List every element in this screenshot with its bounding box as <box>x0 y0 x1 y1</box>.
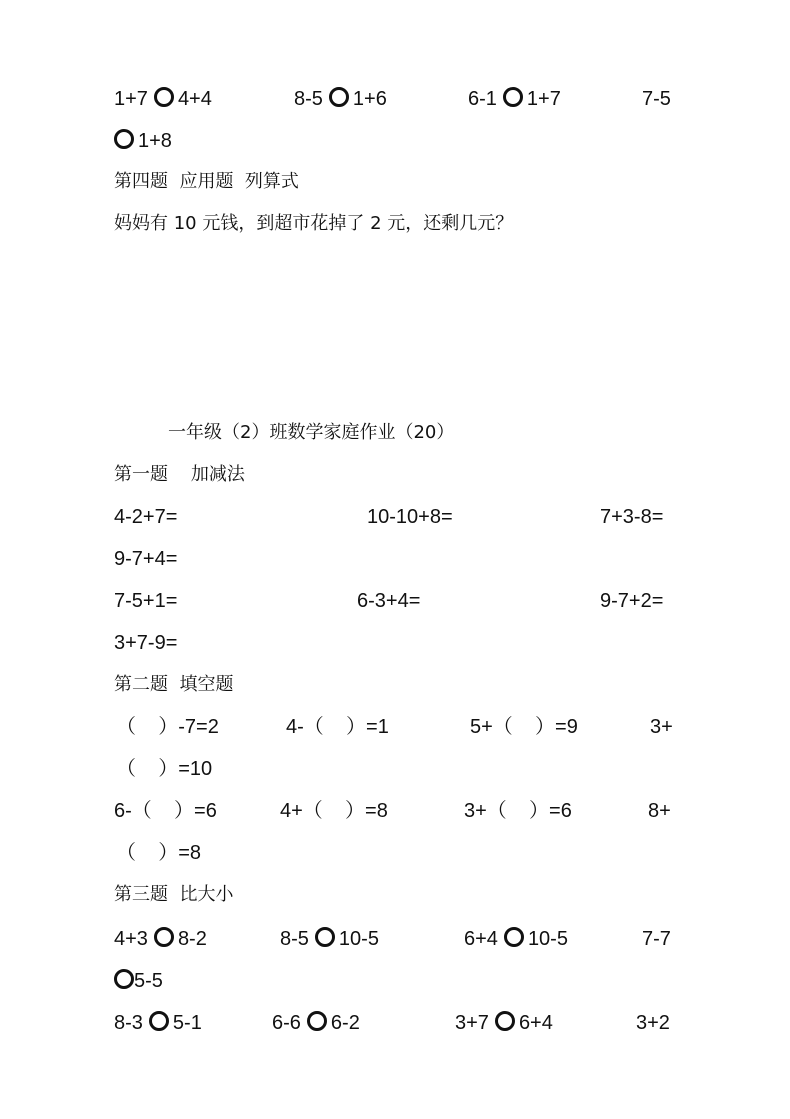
equation-row <box>0 544 790 574</box>
fill-blank-item[interactable]: 3+（ ）=6 <box>464 800 572 822</box>
compare-circle-icon[interactable] <box>114 129 134 149</box>
compare-item: 8-5 1+6 <box>294 88 387 110</box>
compare-circle-icon[interactable] <box>329 87 349 107</box>
equation-row <box>0 586 790 616</box>
fill-blank-item[interactable]: 4+（ ）=8 <box>280 800 388 822</box>
page-title <box>0 418 790 448</box>
equation-item: 7+3-8= <box>600 506 664 528</box>
section-heading <box>0 460 790 490</box>
compare-item: 1+7 4+4 <box>114 88 212 110</box>
compare-circle-icon[interactable] <box>504 927 524 947</box>
compare-row <box>0 84 790 114</box>
equation-item: 6-3+4= <box>357 590 421 612</box>
heading-q1: 第一题 加减法 <box>114 464 245 485</box>
word-problem-text: 妈妈有 10 元钱，到超市花掉了 2 元，还剩几元？ <box>114 213 514 234</box>
section-heading <box>0 167 790 197</box>
compare-row <box>0 1008 790 1038</box>
compare-item: 8-5 10-5 <box>280 928 379 950</box>
fill-blank-item[interactable]: 6-（ ）=6 <box>114 800 217 822</box>
fill-blank-row <box>0 754 790 784</box>
compare-item: 6-6 6-2 <box>272 1012 360 1034</box>
fill-blank-item[interactable]: （ ）=10 <box>116 758 213 780</box>
compare-item: 3+7 6+4 <box>455 1012 553 1034</box>
compare-item: 6-1 1+7 <box>468 88 561 110</box>
compare-circle-icon[interactable] <box>315 927 335 947</box>
compare-item: 1+8 <box>114 126 172 156</box>
fill-blank-row <box>0 712 790 742</box>
compare-circle-icon[interactable] <box>154 87 174 107</box>
heading-q4: 第四题 应用题 列算式 <box>114 171 299 192</box>
section-heading <box>0 880 790 910</box>
fill-blank-row <box>0 838 790 868</box>
compare-circle-icon[interactable] <box>154 927 174 947</box>
equation-item: 4-2+7= <box>114 506 178 528</box>
compare-item: 6+4 10-5 <box>464 928 568 950</box>
fill-blank-item[interactable]: 3+ <box>650 716 673 738</box>
equation-row <box>0 628 790 658</box>
compare-item: 8-3 5-1 <box>114 1012 202 1034</box>
fill-blank-row <box>0 796 790 826</box>
fill-blank-item[interactable]: 5+（ ）=9 <box>470 716 578 738</box>
compare-row-continued <box>0 126 790 156</box>
compare-item: 7-5 <box>642 88 671 110</box>
equation-item: 9-7+2= <box>600 590 664 612</box>
compare-item: 4+3 8-2 <box>114 928 207 950</box>
homework-title: 一年级（2）班数学家庭作业（20） <box>168 422 455 443</box>
word-problem <box>0 209 790 239</box>
equation-item: 7-5+1= <box>114 590 178 612</box>
heading-q2: 第二题 填空题 <box>114 674 234 695</box>
compare-circle-icon[interactable] <box>149 1011 169 1031</box>
fill-blank-item[interactable]: 8+ <box>648 800 671 822</box>
compare-item: 7-7 <box>642 928 671 950</box>
compare-item: 5-5 <box>114 966 163 996</box>
compare-circle-icon[interactable] <box>503 87 523 107</box>
compare-circle-icon[interactable] <box>114 969 134 989</box>
fill-blank-item[interactable]: （ ）=8 <box>116 842 202 864</box>
compare-circle-icon[interactable] <box>495 1011 515 1031</box>
equation-row <box>0 502 790 532</box>
compare-item: 3+2 <box>636 1012 670 1034</box>
fill-blank-item[interactable]: 4-（ ）=1 <box>286 716 389 738</box>
section-heading <box>0 670 790 700</box>
equation-item: 10-10+8= <box>367 506 453 528</box>
equation-item: 3+7-9= <box>114 632 178 654</box>
fill-blank-item[interactable]: （ ）-7=2 <box>116 716 219 738</box>
compare-circle-icon[interactable] <box>307 1011 327 1031</box>
equation-item: 9-7+4= <box>114 548 178 570</box>
heading-q3: 第三题 比大小 <box>114 884 234 905</box>
compare-row-continued <box>0 966 790 996</box>
compare-row <box>0 924 790 954</box>
